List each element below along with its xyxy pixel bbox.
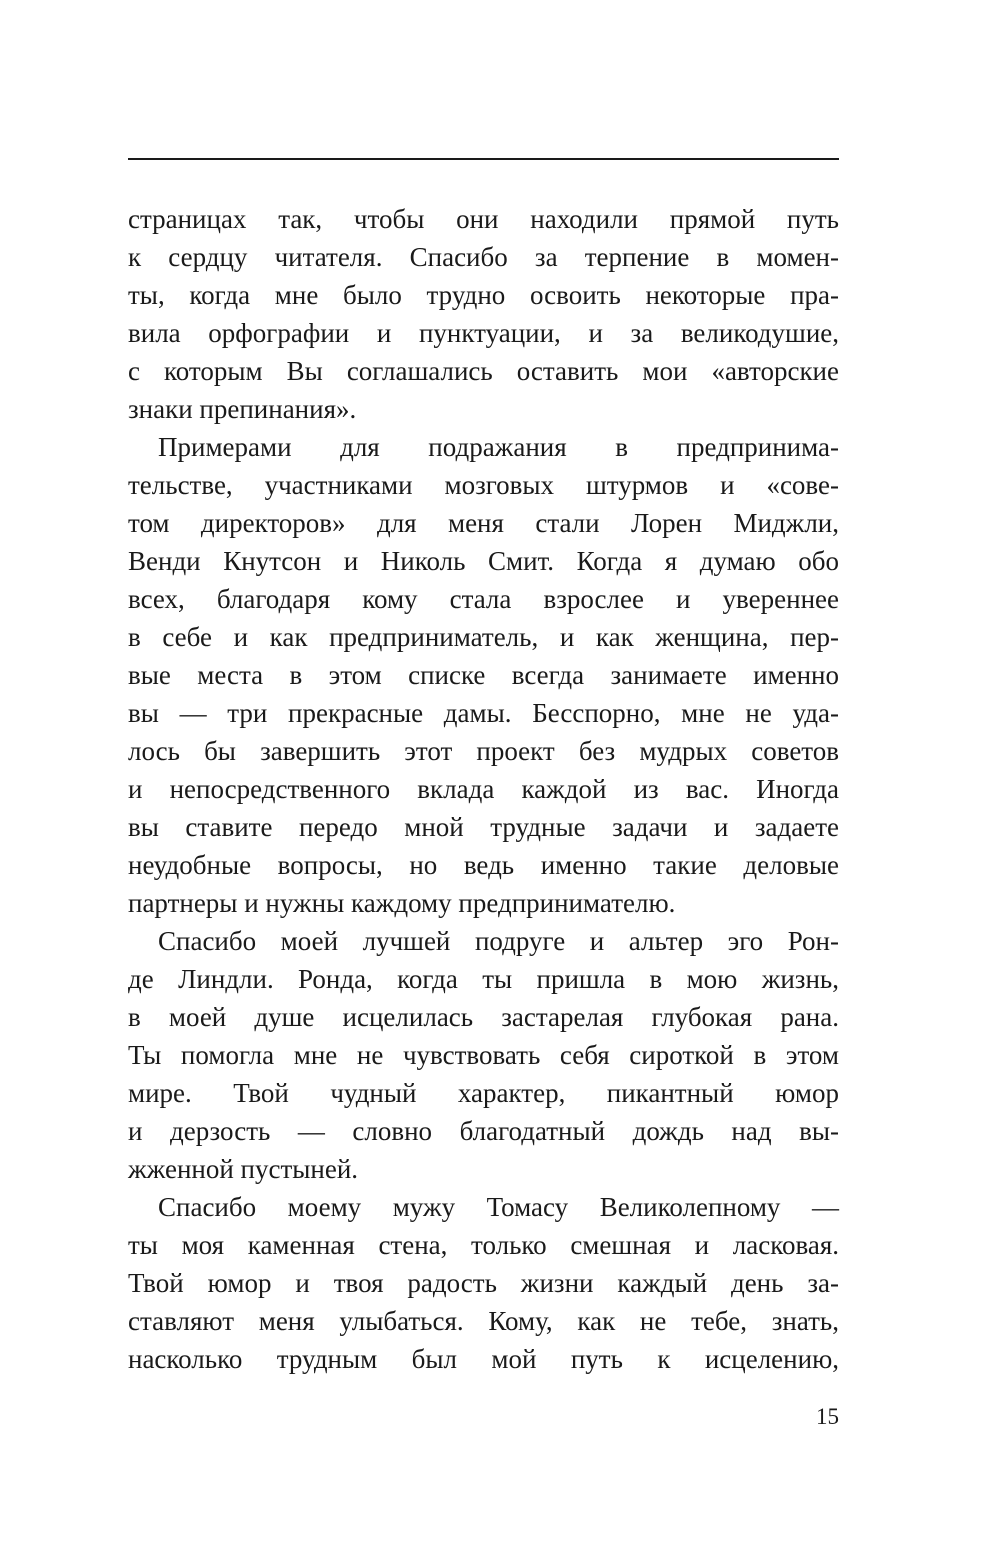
header-rule [128,158,839,160]
paragraph-3 [128,922,839,1188]
text-line: в моей душе исцелилась застарелая глубокая рана. [128,1002,839,1032]
text-line: лось бы завершить этот проект без мудрых советов [128,736,839,766]
text-line: неудобные вопросы, но ведь именно такие деловые [128,850,839,880]
text-line: ставляют меня улыбаться. Кому, как не тебе, знать, [128,1306,839,1336]
text-line: де Линдли. Ронда, когда ты пришла в мою жизнь, [128,964,839,994]
text-line: знаки препинания». [128,394,357,424]
paragraph-4 [128,1188,839,1378]
body-text [128,200,839,1378]
text-line: вила орфографии и пунктуации, и за великодушие, [128,318,839,348]
text-line: всех, благодаря кому стала взрослее и увереннее [128,584,839,614]
text-line: вы — три прекрасные дамы. Бесспорно, мне не уда- [128,698,839,728]
text-line: страницах так, чтобы они находили прямой путь [128,204,839,234]
text-line: вы ставите передо мной трудные задачи и задаете [128,812,839,842]
text-line: Твой юмор и твоя радость жизни каждый день за- [128,1268,839,1298]
text-line: с которым Вы соглашались оставить мои «авторские [128,356,839,386]
paragraph-2 [128,428,839,922]
text-line: Спасибо моей лучшей подруге и альтер эго Рон- [158,926,839,956]
page-number: 15 [816,1404,839,1429]
text-line: партнеры и нужны каждому предпринимателю. [128,888,676,918]
text-line: насколько трудным был мой путь к исцелению, [128,1344,839,1374]
text-line: Спасибо моему мужу Томасу Великолепному — [158,1192,839,1222]
text-line: Примерами для подражания в предпринима- [158,432,839,462]
text-line: том директоров» для меня стали Лорен Миджли, [128,508,839,538]
text-line: жженной пустыней. [128,1154,359,1184]
text-line: и дерзость — словно благодатный дождь над вы- [128,1116,839,1146]
text-line: мире. Твой чудный характер, пикантный юмор [128,1078,839,1108]
text-line: тельстве, участниками мозговых штурмов и «сове- [128,470,839,500]
text-line: в себе и как предприниматель, и как женщина, пер- [128,622,839,652]
text-line: ты, когда мне было трудно освоить некоторые пра- [128,280,839,310]
text-line: и непосредственного вклада каждой из вас. Иногда [128,774,839,804]
text-line: к сердцу читателя. Спасибо за терпение в момен- [128,242,839,272]
text-line: ты моя каменная стена, только смешная и ласковая. [128,1230,839,1260]
text-line: Ты помогла мне не чувствовать себя сироткой в этом [128,1040,839,1070]
text-line: вые места в этом списке всегда занимаете именно [128,660,839,690]
text-line: Венди Кнутсон и Николь Смит. Когда я думаю обо [128,546,839,576]
paragraph-1 [128,200,839,428]
